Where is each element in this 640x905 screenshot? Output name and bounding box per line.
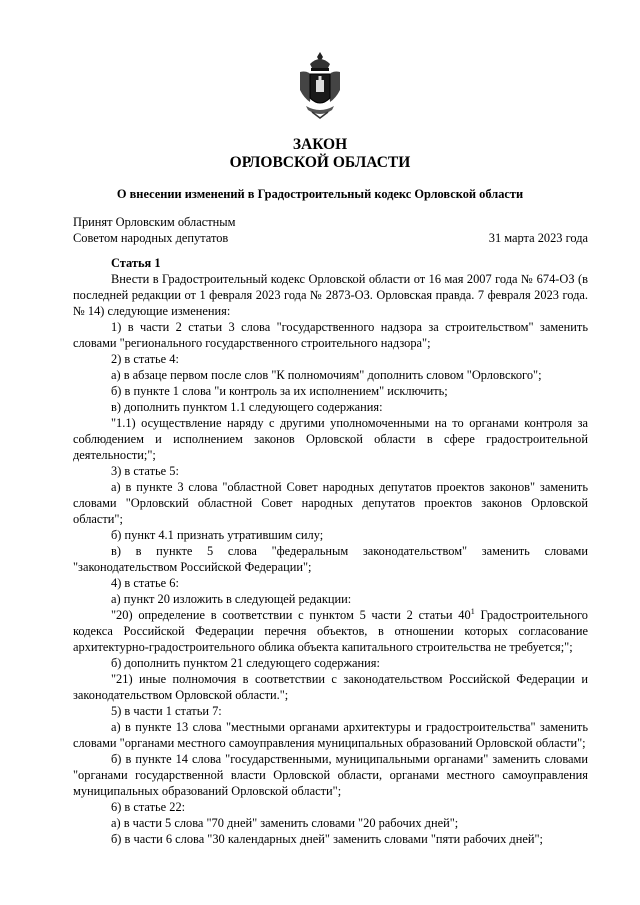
paragraph: б) пункт 4.1 признать утратившим силу; (111, 528, 324, 542)
paragraph: 6) в статье 22: (111, 800, 186, 814)
paragraph: 1) в части 2 статьи 3 слова "государственного надзора за строительством" заменить словами "регионального государственного строительного надзора"; (73, 320, 588, 350)
paragraph-part: Градостроительного кодекса Российской Федерации перечня объектов, в отношении которых согласование архитектурно-градостроительного облика объекта капитального строительства не требуется;"; (73, 608, 588, 654)
article-heading: Статья 1 (111, 256, 161, 270)
paragraph: "1.1) осуществление наряду с другими уполномоченными на то органами контроля за соблюдением и исполнением законов Орловской области в сфере градостроительной деятельности;"; (73, 416, 588, 462)
paragraph: а) в пункте 13 слова "местными органами архитектуры и градостроительства" заменить словами "органами местного самоуправления муниципальных образований Орловской области"; (73, 720, 588, 750)
law-region: ОРЛОВСКОЙ ОБЛАСТИ (229, 154, 411, 171)
paragraph: Внести в Градостроительный кодекс Орловской области от 16 мая 2007 года № 674-ОЗ (в последней редакции от 1 февраля 2023 года № 2873-ОЗ. Орловская правда. 7 февраля 2023 года. № 14) следующие изменения: (73, 272, 588, 318)
adoption-line2: Советом народных депутатов (73, 231, 229, 245)
paragraph: б) дополнить пунктом 21 следующего содержания: (111, 656, 380, 670)
adoption-line1: Принят Орловским областным (73, 215, 236, 229)
paragraph: а) пункт 20 изложить в следующей редакции: (111, 592, 352, 606)
paragraph: 2) в статье 4: (111, 352, 179, 366)
paragraph-part: "20) определение в соответствии с пунктом 5 части 2 статьи 40 (111, 608, 471, 622)
paragraph: б) в пункте 14 слова "государственными, муниципальными органами" заменить словами "органами государственной власти Орловской области, органами местного самоуправления муниципальных образований Орловской области"; (73, 752, 588, 798)
paragraph: а) в части 5 слова "70 дней" заменить словами "20 рабочих дней"; (111, 816, 459, 830)
law-body (73, 255, 588, 847)
adoption-block (73, 214, 235, 246)
paragraph: 4) в статье 6: (111, 576, 179, 590)
paragraph: б) в пункте 1 слова "и контроль за их исполнением" исключить; (111, 384, 448, 398)
paragraph: 5) в части 1 статьи 7: (111, 704, 222, 718)
law-title: ЗАКОН (292, 136, 348, 153)
paragraph: б) в части 6 слова "30 календарных дней" заменить словами "пяти рабочих дней"; (111, 832, 543, 846)
paragraph: "21) иные полномочия в соответствии с законодательством Российской Федерации и законодательством Орловской области."; (73, 672, 588, 702)
law-subject: О внесении изменений в Градостроительный кодекс Орловской области (116, 187, 524, 201)
coat-of-arms-icon (296, 50, 344, 120)
paragraph: 3) в статье 5: (111, 464, 179, 478)
adoption-date: 31 марта 2023 года (488, 231, 588, 245)
paragraph: в) дополнить пунктом 1.1 следующего содержания: (111, 400, 383, 414)
paragraph: а) в пункте 3 слова "областной Совет народных депутатов проектов законов" заменить словами "Орловский областной Совет народных депутатов проектов законов Орловской области"; (73, 480, 588, 526)
paragraph: а) в абзаце первом после слов "К полномочиям" дополнить словом "Орловского"; (111, 368, 542, 382)
superscript: 1 (470, 606, 475, 616)
paragraph: в) в пункте 5 слова "федеральным законодательством" заменить словами "законодательством Российской Федерации"; (73, 544, 588, 574)
paragraph (73, 607, 588, 655)
